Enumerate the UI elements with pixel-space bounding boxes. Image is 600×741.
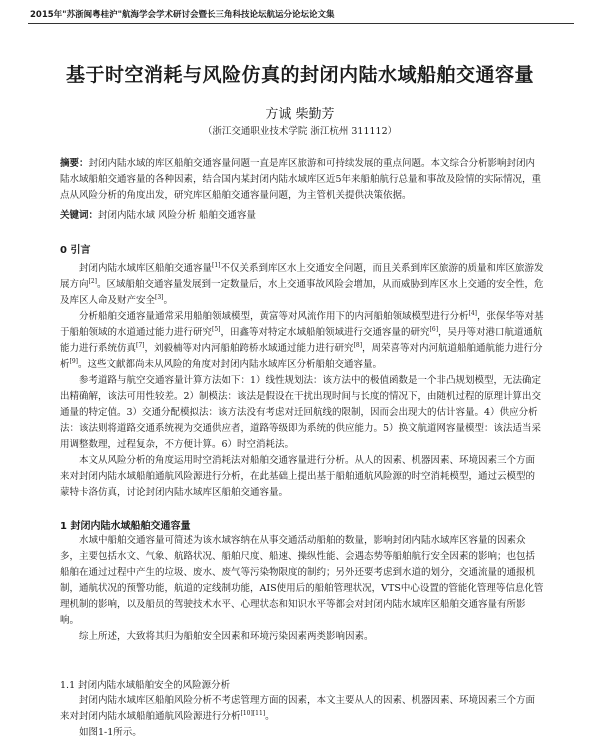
keywords-text: 封闭内陆水域 风险分析 船舶交通容量 xyxy=(98,210,257,221)
paragraph: 封闭内陆水域库区船舶风险分析不考虑管理方面的因素，本文主要从人的因素、机器因素、环境因素三个方面来对封闭内陆水域船舶通航风险源进行分析[10][11]。 xyxy=(60,695,536,722)
abstract-label: 摘要： xyxy=(60,158,89,169)
paragraph: 分析船舶交通容量通常采用船舶领域模型，黄富等对风流作用下的内河船舶领域模型进行分析[4]，张保华等对基于船舶领域的水道通过能力进行研究[5]，田鑫等对特定水域船舶领域进行交通容量的研究[6]，吴丹等对港口航道通航能力进行系统仿真[7]，刘毅楠等对内河船舶跨桥水域通过能力进行研究[8]，周荣喜等对内河航道船舶通航能力进行分析[9]。这些文献都尚未从风险的角度对封闭内陆水域库区分析船舶交通容量。 xyxy=(60,309,544,370)
intro-body xyxy=(60,261,544,501)
citation: [6] xyxy=(429,325,439,333)
running-header: 2015年"苏浙闽粤桂沪"航海学会学术研讨会暨长三角科技论坛航运分论坛论文集 xyxy=(30,10,335,20)
abstract-text: 封闭内陆水域的库区船舶交通容量问题一直是库区旅游和可持续发展的重点问题。本文综合分析影响封闭内陆水域船舶交通容量的各种因素，结合国内某封闭内陆水域库区近5年来船舶航行总量和事故及险情的实际情况，重点从风险分析的角度出发，研究库区船舶交通容量问题，为主管机关提供决策依据。 xyxy=(60,158,542,201)
citation: [4] xyxy=(468,309,478,317)
paragraph: 水域中船舶交通容量可简述为该水域容纳在从事交通活动船舶的数量，影响封闭内陆水域库区容量的因素众多，主要包括水文、气象、航路状况、船舶尺度、船速、操纵性能、会遇态势等船舶航行安全因素的影响；也包括船舶在通过过程中产生的垃圾、废水、废气等污染物限度的制约；另外还要考虑到水道的划分，交通流量的通报机制，通航状况的预警功能，航道的定线制功能，AIS使用后的船舶管理状况，VTS中心设置的管能化管理等信息化管理机制的影响，以及船员的驾驶技术水平、心理状态和知识水平等都会对封闭内陆水域库区船舶交通容量有所影响。 xyxy=(60,535,544,626)
keywords-label: 关键词： xyxy=(60,210,99,221)
affiliation: （浙江交通职业技术学院 浙江杭州 311112） xyxy=(202,126,398,137)
authors: 方诚 柴勤芳 xyxy=(265,107,335,122)
paper-title: 基于时空消耗与风险仿真的封闭内陆水域船舶交通容量 xyxy=(65,64,534,86)
citation: [8] xyxy=(353,341,363,349)
citation: [3] xyxy=(155,293,164,301)
header-rule xyxy=(28,23,574,24)
citation: [2] xyxy=(88,277,98,285)
section-1-body xyxy=(60,533,544,645)
abstract xyxy=(60,156,544,204)
paragraph: 封闭内陆水域库区船舶交通容量[1]不仅关系到库区水上交通安全问题，而且关系到库区旅游的质量和库区旅游发展方向[2]。区域船舶交通容量发展到一定数量后，水上交通事故风险会增加，从而威胁到库区水上交通的安全性，危及库区人命及财产安全[3]。 xyxy=(60,261,544,306)
citation: [10][11] xyxy=(240,709,266,717)
paragraph: 参考道路与航空交通容量计算方法如下：1）线性规划法：该方法中的极值函数是一个非凸规划模型，无法确定出精确解，该法可用性较差。2）制模法：该法是假设在干扰出现时间与长度的情况下，由随机过程的原理计算出交通量的特定值。3）交通分配模拟法：该方法没有考虑对迁回航线的限制，因而会出现大的估计容量。4）供应分析法：该法则将道路交通系统视为交通供应者，道路等级即为系统的供应能力。5）换文航道网容量模型：该法适当采用调整数理，过程复杂，不方便计算。6）时空消耗法。 xyxy=(60,375,542,450)
citation: [1] xyxy=(212,261,221,269)
citation: [7] xyxy=(136,341,145,349)
section-heading-intro: 0 引言 xyxy=(60,245,91,256)
paragraph: 综上所述，大致将其归为船舶安全因素和环境污染因素两类影响因素。 xyxy=(79,631,374,642)
section-heading-1-1: 1.1 封闭内陆水域船舶安全的风险源分析 xyxy=(60,680,231,691)
citation: [9] xyxy=(69,357,79,365)
keywords xyxy=(60,209,544,223)
citation: [5] xyxy=(212,325,221,333)
paragraph: 本文从风险分析的角度运用时空消耗法对船舶交通容量进行分析。从人的因素、机器因素、环境因素三个方面来对封闭内陆水域船舶通航风险源进行分析，在此基础上提出基于船舶通航风险源的时空消耗模型，通过云模型的蒙特卡洛仿真，讨论封闭内陆水域库区船舶交通容量。 xyxy=(60,455,536,498)
section-1-1-body xyxy=(60,693,544,741)
paragraph: 如图1-1所示。 xyxy=(79,727,142,738)
section-heading-1: 1 封闭内陆水域船舶交通容量 xyxy=(60,521,191,532)
